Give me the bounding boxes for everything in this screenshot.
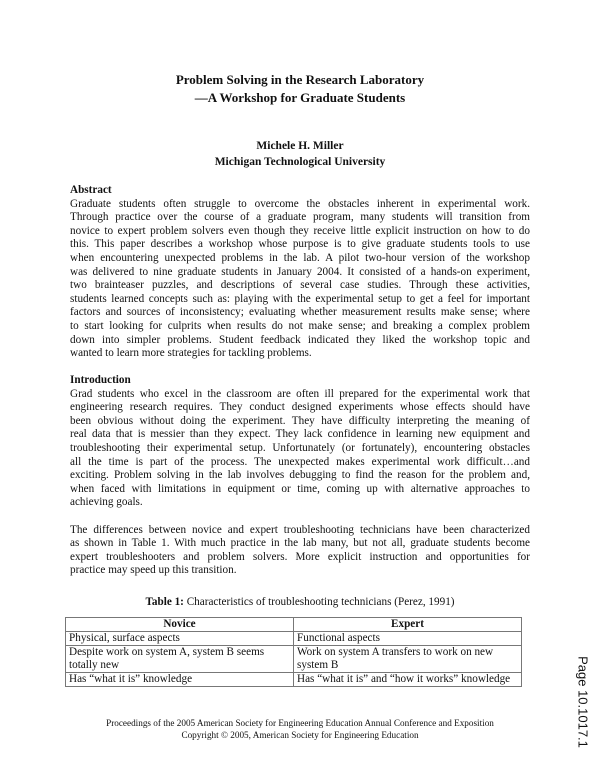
text-line: two brainteaser puzzles, and descriptions of several case studies. Through these activities,	[70, 279, 530, 292]
table-caption-label: Table 1:	[145, 596, 184, 608]
introduction-heading: Introduction	[70, 374, 131, 386]
text-line: novice to expert problem solvers even though they receive little explicit instruction on how to do	[70, 224, 530, 237]
page-number: Page 10.1017.1	[575, 656, 591, 748]
characteristics-table	[65, 617, 522, 687]
cell-novice: Physical, surface aspects	[66, 632, 294, 646]
abstract-heading: Abstract	[70, 184, 112, 196]
text-line: Grad students who excel in the classroom are often ill prepared for the experimental work that	[70, 387, 530, 400]
page-footer	[0, 717, 600, 741]
footer-proceedings: Proceedings of the 2005 American Society for Engineering Education Annual Conference and Exposition	[106, 718, 494, 728]
text-line: been obvious without doing the experiment. They have difficulty interpreting the meaning of	[70, 414, 530, 427]
abstract-section	[70, 184, 530, 361]
text-line: when faced with limitations in equipment or time, coming up with alternative approaches to	[70, 482, 530, 495]
text-line: to start looking for culprits when results do not make sense; and breaking a complex problem	[70, 319, 530, 332]
text-line: this. This paper describes a workshop whose purpose is to give graduate students tools to use	[70, 238, 530, 251]
cell-expert: Work on system A transfers to work on new system B	[294, 646, 522, 673]
cell-novice: Despite work on system A, system B seems totally new	[66, 646, 294, 673]
paper-title-line-2: —A Workshop for Graduate Students	[194, 90, 406, 105]
cell-expert: Has “what it is” and “how it works” knowledge	[294, 673, 522, 687]
text-line: factors and sources of inconsistency; evaluating whether measurement results make sense; where	[70, 306, 530, 319]
text-line: engineering research requires. They conduct designed experiments whose effects should have	[70, 401, 530, 414]
text-line: all the time is part of the process. The unexpected makes experimental work difficult…and	[70, 455, 530, 468]
introduction-paragraph-1	[70, 388, 530, 510]
cell-expert: Functional aspects	[294, 632, 522, 646]
text-line: when encountering unexpected problems in the lab. A pilot two-hour version of the workshop	[70, 251, 530, 264]
table-row	[66, 646, 522, 673]
text-line: Graduate students often struggle to overcome the obstacles inherent in experimental work.	[70, 197, 530, 210]
text-line: expert troubleshooters and problem solvers. More explicit instruction and opportunities for	[70, 550, 530, 563]
abstract-body	[70, 198, 530, 361]
text-line: as shown in Table 1. With much practice in the lab many, but not all, graduate students become	[70, 537, 530, 550]
text-line: real data that is messier than they expect. They lack confidence in learning new equipment and	[70, 428, 530, 441]
paper-title-line-1: Problem Solving in the Research Laboratory	[175, 72, 425, 87]
text-line: The differences between novice and expert troubleshooting technicians have been characterized	[70, 523, 530, 536]
text-line: exciting. Problem solving in the lab involves debugging to find the reason for the problem and,	[70, 469, 530, 482]
text-line: down into simpler problems. Student feedback indicated they liked the workshop topic and	[70, 333, 530, 346]
text-line: achieving goals.	[70, 496, 143, 509]
text-line: practice may speed up this transition.	[70, 564, 237, 577]
text-line: troubleshooting their experimental setup. Unfortunately (or fortunately), encountering obstacles	[70, 441, 530, 454]
cell-novice: Has “what it is” knowledge	[66, 673, 294, 687]
text-line: Through practice over the course of a graduate program, many students will transition from	[70, 211, 530, 224]
table-header-row	[66, 618, 522, 632]
table-row	[66, 632, 522, 646]
text-line: was delivered to nine graduate students in January 2004. It consisted of a hands-on experiment,	[70, 265, 530, 278]
author-affiliation: Michigan Technological University	[214, 156, 386, 168]
text-line: wanted to learn more strategies for tackling problems.	[70, 347, 312, 360]
header-novice: Novice	[66, 618, 294, 632]
footer-copyright: Copyright © 2005, American Society for Engineering Education	[181, 730, 419, 740]
author-name: Michele H. Miller	[256, 140, 344, 152]
introduction-section	[70, 374, 530, 578]
table-caption	[0, 596, 600, 608]
text-line: students learned concepts such as: playing with the experimental setup to get a feel for important	[70, 292, 530, 305]
introduction-paragraph-2	[70, 524, 530, 578]
table-row	[66, 673, 522, 687]
header-expert: Expert	[294, 618, 522, 632]
table-caption-text: Characteristics of troubleshooting technicians (Perez, 1991)	[183, 596, 455, 608]
